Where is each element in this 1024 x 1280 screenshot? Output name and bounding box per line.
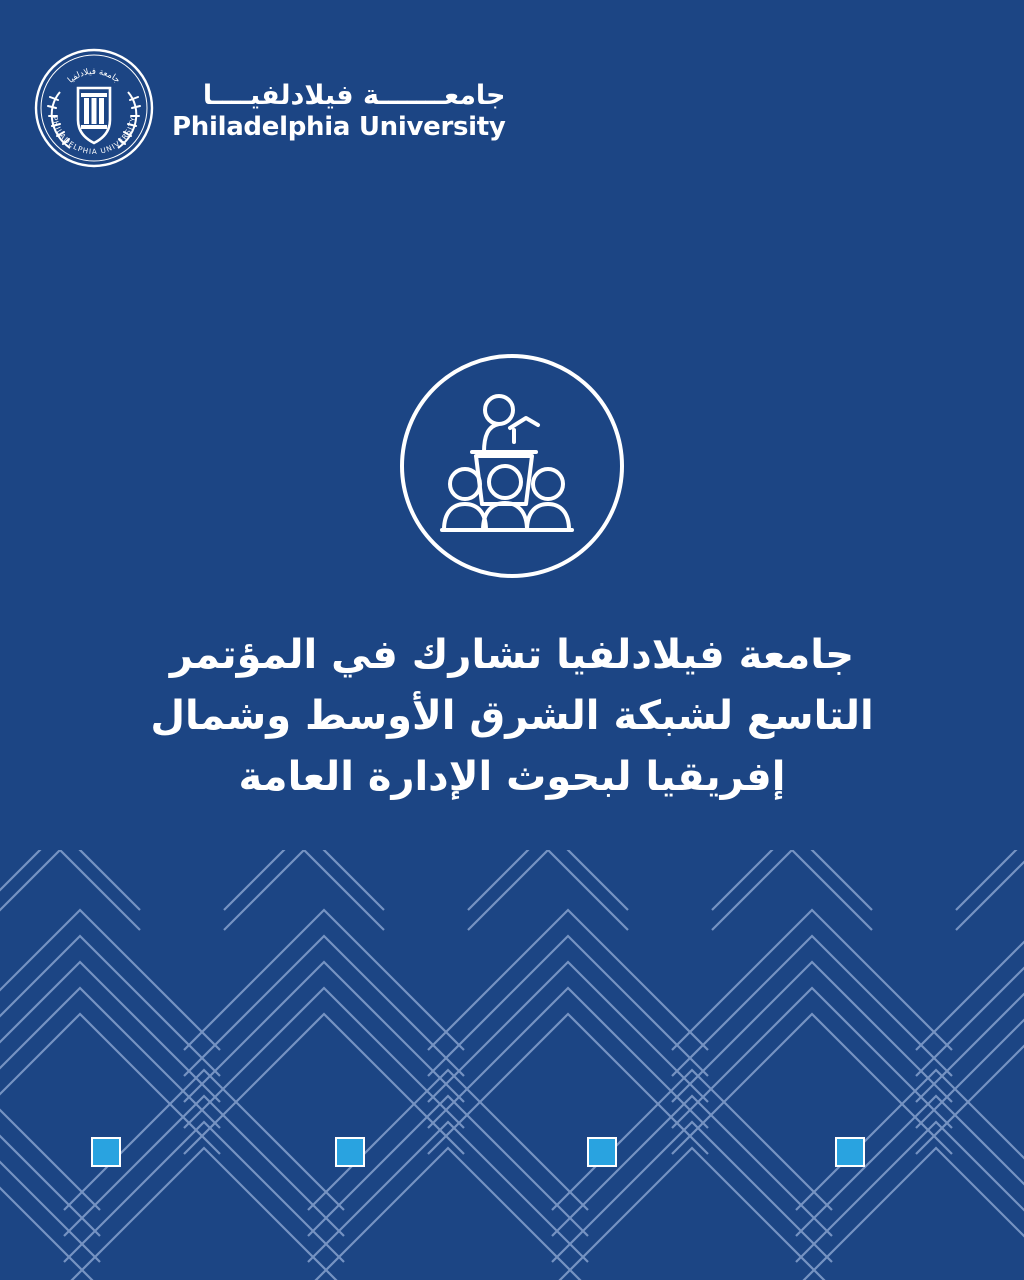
crest-caption-english: PHILADELPHIA UNIVERSITY <box>50 115 138 157</box>
university-name-block <box>172 73 506 143</box>
philadelphia-university-crest-icon <box>30 44 158 172</box>
university-name-arabic: جامعـــــــة فيلادلفيــــا <box>202 80 506 112</box>
chevron-arrow-pattern <box>0 850 1024 1280</box>
university-name-english: Philadelphia University <box>172 111 506 142</box>
crest-caption-arabic: جامعة فيلادلفيا <box>66 66 122 86</box>
presentation-speaker-audience-icon <box>398 352 626 580</box>
page-title: جامعة فيلادلفيا تشارك في المؤتمر التاسع لشبكة الشرق الأوسط وشمال إفريقيا لبحوث الإدارة العامة <box>150 632 874 800</box>
university-branding <box>30 44 506 172</box>
